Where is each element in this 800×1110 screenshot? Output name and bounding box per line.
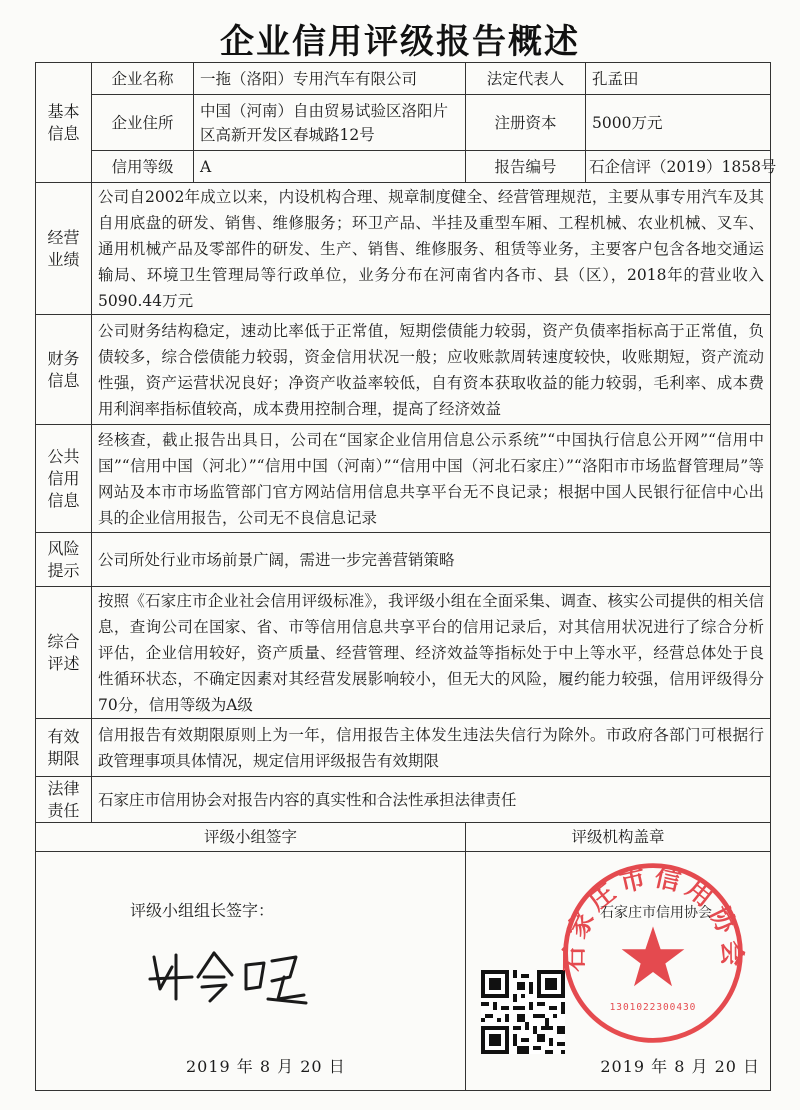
section-text-validity: 信用报告有效期限原则上为一年，信用报告主体发生违法失信行为除外。市政府各部门可根据行政管理事项具体情况，规定信用评级报告有效期限 — [92, 719, 771, 777]
section-text-risk: 公司所处行业市场前景广阔，需进一步完善营销策略 — [92, 533, 771, 587]
label-capital: 注册资本 — [466, 95, 586, 151]
section-text-finance: 公司财务结构稳定，速动比率低于正常值，短期偿债能力较弱，资产负债率指标高于正常值，负债较多，综合偿债能力较弱，资金信用状况一般；应收账款周转速度较快，收账期短，资产流动性强，资产运营状况良好；净资产收益率较低，自有资本获取收益的能力较弱，毛利率、成本费用利润率指标值较高，成本费用控制合理，提高了经济效益 — [92, 315, 771, 425]
section-label-performance: 经营业绩 — [36, 183, 92, 315]
value-capital: 5000万元 — [586, 95, 771, 151]
basic-row-name — [36, 63, 771, 95]
section-label-finance: 财务信息 — [36, 315, 92, 425]
section-label-public-credit: 公共信用信息 — [36, 425, 92, 533]
qr-code-icon — [481, 970, 565, 1054]
signature-body-row — [36, 852, 771, 1091]
seal-org-text: 石家庄市信用协会 — [559, 862, 747, 972]
section-finance — [36, 315, 771, 425]
section-public-credit — [36, 425, 771, 533]
handwritten-signature — [146, 947, 316, 1007]
section-label-risk: 风险提示 — [36, 533, 92, 587]
section-label-summary: 综合评述 — [36, 587, 92, 719]
label-company-name: 企业名称 — [92, 63, 194, 95]
official-seal — [558, 858, 748, 1048]
label-legal-rep: 法定代表人 — [466, 63, 586, 95]
section-performance — [36, 183, 771, 315]
report-title: 企业信用评级报告概述 — [220, 22, 580, 62]
signature-date-right: 2019 年 8 月 20 日 — [600, 1057, 761, 1076]
value-rating: A — [194, 151, 466, 183]
signature-header-right: 评级机构盖章 — [466, 823, 771, 852]
section-validity — [36, 719, 771, 777]
seal-star-icon — [622, 926, 685, 986]
section-text-performance: 公司自2002年成立以来，内设机构合理、规章制度健全、经营管理规范，主要从事专用汽车及其自用底盘的研发、销售、维修服务；环卫产品、半挂及重型车厢、工程机械、农业机械、叉车、通用机械产品及零部件的研发、生产、销售、维修服务、租赁等业务，主要客户包含各地交通运输局、环境卫生管理局等行政单位，业务分布在河南省内各市、县（区），2018年的营业收入5090.44万元 — [92, 183, 771, 315]
basic-row-address — [36, 95, 771, 151]
value-address: 中国（河南）自由贸易试验区洛阳片区高新开发区春城路12号 — [194, 95, 466, 151]
label-rating: 信用等级 — [92, 151, 194, 183]
signature-date-left: 2019 年 8 月 20 日 — [186, 1057, 346, 1076]
section-label-basic: 基本信息 — [36, 63, 92, 183]
leader-signature-label: 评级小组组长签字： — [130, 901, 275, 920]
section-risk — [36, 533, 771, 587]
signature-header-row — [36, 823, 771, 852]
seal-code-text: 1301022300430 — [609, 1002, 697, 1013]
label-report-number: 报告编号 — [466, 151, 586, 183]
seal-caption: 石家庄市信用协会 — [600, 905, 713, 921]
label-address: 企业住所 — [92, 95, 194, 151]
section-legal — [36, 777, 771, 823]
signature-panel-left — [36, 852, 466, 1091]
value-legal-rep: 孔孟田 — [586, 63, 771, 95]
section-label-validity: 有效期限 — [36, 719, 92, 777]
basic-row-rating — [36, 151, 771, 183]
section-text-legal: 石家庄市信用协会对报告内容的真实性和合法性承担法律责任 — [92, 777, 771, 823]
signature-panel-right — [466, 852, 771, 1091]
section-label-legal: 法律责任 — [36, 777, 92, 823]
report-table — [35, 62, 777, 1091]
section-text-summary: 按照《石家庄市企业社会信用评级标准》，我评级小组在全面采集、调查、核实公司提供的相关信息，查询公司在国家、省、市等信用信息共享平台的信用记录后，对其信用状况进行了综合分析评估，企业信用较好，资产质量、经营管理、经济效益等指标处于中上等水平，经营总体处于良性循环状态，不确定因素对其经营发展影响较小，但无大的风险，履约能力较强，信用评级得分70分，信用等级为A级 — [92, 587, 771, 719]
section-text-public-credit: 经核查，截止报告出具日，公司在“国家企业信用信息公示系统”“中国执行信息公开网”“信用中国”“信用中国（河北）”“信用中国（河南）”“信用中国（河北石家庄）”“洛阳市市场监督管理局”等网站及本市市场监管部门官方网站信用信息共享平台无不良记录；根据中国人民银行征信中心出具的企业信用报告，公司无不良信息记录 — [92, 425, 771, 533]
section-summary — [36, 587, 771, 719]
value-report-number: 石企信评（2019）1858号 — [586, 151, 771, 183]
value-company-name: 一拖（洛阳）专用汽车有限公司 — [194, 63, 466, 95]
signature-header-left: 评级小组签字 — [36, 823, 466, 852]
